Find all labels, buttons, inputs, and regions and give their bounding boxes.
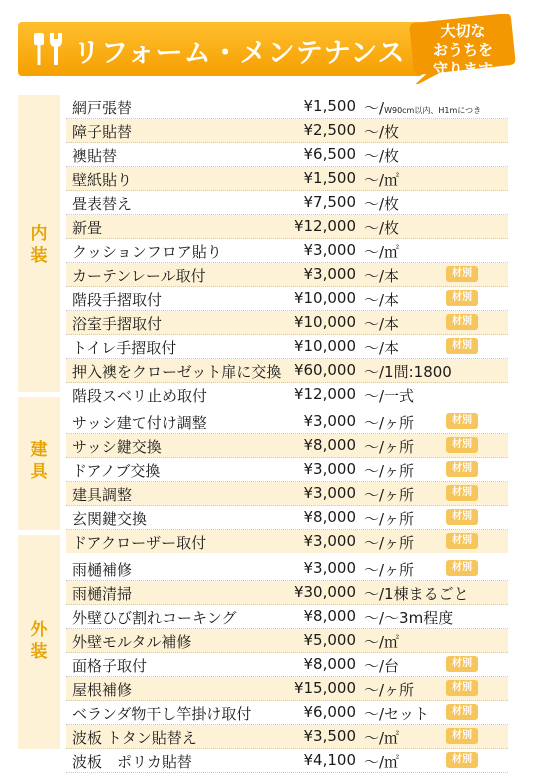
service-name: ベランダ物干し竿掛け取付 [72, 705, 252, 723]
tools-icon [30, 31, 66, 67]
service-unit [364, 460, 414, 481]
unit-text: ～/一式 [364, 387, 415, 405]
unit-text: ～/枚 [364, 195, 400, 213]
unit-text: ～/台 [364, 657, 400, 675]
service-unit [364, 385, 414, 406]
service-name: 新畳 [72, 219, 103, 237]
service-price: ¥2,500 [303, 121, 356, 139]
service-unit [364, 679, 414, 700]
price-row [66, 311, 508, 335]
badge-line-3: 守ります [432, 60, 493, 78]
service-price: ¥8,000 [303, 508, 356, 526]
material-badge: 材別 [446, 680, 478, 696]
service-name: ドアノブ交換 [72, 462, 161, 480]
header-banner [18, 22, 423, 76]
service-price: ¥3,000 [303, 412, 356, 430]
service-price: ¥60,000 [293, 361, 356, 379]
price-row [66, 749, 508, 773]
service-name: 浴室手摺取付 [72, 315, 163, 333]
service-unit [364, 169, 399, 190]
unit-text: ～/ヶ所 [364, 414, 415, 432]
service-unit [364, 631, 399, 652]
price-row [66, 653, 508, 677]
price-row [66, 482, 508, 506]
unit-text: ～/㎡ [364, 753, 400, 771]
price-row [66, 95, 508, 119]
category-exterior [18, 535, 60, 749]
service-price: ¥3,000 [303, 241, 356, 259]
unit-text: ～/㎡ [364, 243, 400, 261]
service-name: 外壁モルタル補修 [72, 633, 192, 651]
badge-line-1: 大切な [440, 22, 486, 40]
service-price: ¥12,000 [293, 217, 356, 235]
service-price: ¥3,000 [303, 265, 356, 283]
price-row [66, 191, 508, 215]
category-label-char: 内 [30, 224, 48, 244]
unit-text: ～/本 [364, 291, 400, 309]
service-unit [364, 361, 452, 382]
service-unit [364, 559, 414, 580]
service-unit [364, 508, 414, 529]
price-row [66, 287, 508, 311]
service-unit [364, 241, 399, 262]
service-unit [364, 337, 399, 358]
unit-text: ～/本 [364, 267, 400, 285]
material-badge: 材別 [446, 314, 478, 330]
unit-text: ～/ヶ所 [364, 438, 415, 456]
badge-line-2: おうちを [432, 41, 493, 59]
material-badge: 材別 [446, 461, 478, 477]
unit-text: ～/ヶ所 [364, 486, 415, 504]
unit-note: W90cm以内、H1mにつき [384, 106, 482, 115]
material-badge: 材別 [446, 533, 478, 549]
unit-text: ～/ヶ所 [364, 510, 415, 528]
service-unit [364, 703, 429, 724]
material-badge: 材別 [446, 266, 478, 282]
material-badge: 材別 [446, 338, 478, 354]
service-unit [364, 751, 399, 772]
price-row [66, 581, 508, 605]
unit-text: ～/㎡ [364, 633, 400, 651]
material-badge: 材別 [446, 413, 478, 429]
service-name: 雨樋清掃 [72, 585, 133, 603]
material-badge: 材別 [446, 560, 478, 576]
service-price: ¥10,000 [293, 289, 356, 307]
service-price: ¥8,000 [303, 655, 356, 673]
unit-text: ～/本 [364, 339, 400, 357]
category-fittings [18, 397, 60, 530]
category-label-char: 具 [30, 462, 48, 482]
service-name: ドアクローザー取付 [72, 534, 207, 552]
service-price: ¥1,500 [303, 97, 356, 115]
category-label-char: 装 [30, 642, 48, 662]
price-row [66, 530, 508, 554]
service-price: ¥15,000 [293, 679, 356, 697]
price-row [66, 458, 508, 482]
service-unit [364, 121, 399, 142]
service-name: 波板 トタン貼替え [72, 729, 197, 747]
unit-text: ～/㎡ [364, 171, 400, 189]
service-unit [364, 265, 399, 286]
service-price: ¥4,100 [303, 751, 356, 769]
service-name: サッシ建て付け調整 [72, 414, 207, 432]
service-unit [364, 412, 414, 433]
price-row [66, 119, 508, 143]
service-unit [364, 289, 399, 310]
unit-text: ～/枚 [364, 123, 400, 141]
service-price: ¥1,500 [303, 169, 356, 187]
unit-text: ～/ [364, 99, 385, 117]
unit-text: ～/㎡ [364, 729, 400, 747]
service-name: カーテンレール取付 [72, 267, 206, 285]
service-unit [364, 97, 481, 118]
service-unit [364, 217, 399, 238]
price-row [66, 725, 508, 749]
unit-text: ～/枚 [364, 147, 400, 165]
price-row [66, 143, 508, 167]
service-name: トイレ手摺取付 [72, 339, 177, 357]
service-name: 襖貼替 [72, 147, 118, 165]
category-label-char: 装 [30, 246, 48, 266]
service-price: ¥5,000 [303, 631, 356, 649]
service-name: 障子貼替 [72, 123, 133, 141]
price-row [66, 629, 508, 653]
service-unit [364, 484, 414, 505]
price-row [66, 167, 508, 191]
price-list [66, 95, 508, 773]
material-badge: 材別 [446, 437, 478, 453]
service-price: ¥7,500 [303, 193, 356, 211]
slogan-badge [404, 14, 522, 84]
service-price: ¥3,000 [303, 559, 356, 577]
service-unit [364, 145, 399, 166]
price-row [66, 677, 508, 701]
service-unit [364, 583, 469, 604]
category-label-char: 外 [30, 620, 48, 640]
service-price: ¥3,000 [303, 460, 356, 478]
service-price: ¥6,000 [303, 703, 356, 721]
service-price: ¥12,000 [293, 385, 356, 403]
service-unit [364, 532, 414, 553]
service-name: サッシ鍵交換 [72, 438, 162, 456]
service-name: 波板 ポリカ貼替 [72, 753, 192, 771]
price-row [66, 434, 508, 458]
price-row [66, 215, 508, 239]
price-row [66, 263, 508, 287]
service-name: 網戸張替 [72, 99, 133, 117]
service-price: ¥30,000 [293, 583, 356, 601]
service-price: ¥3,000 [303, 532, 356, 550]
unit-text: ～/枚 [364, 219, 400, 237]
material-badge: 材別 [446, 509, 478, 525]
service-unit [364, 313, 399, 334]
service-name: 屋根補修 [72, 681, 133, 699]
service-price: ¥10,000 [293, 313, 356, 331]
service-name: 外壁ひび割れコーキング [72, 609, 237, 627]
service-unit [364, 436, 414, 457]
material-badge: 材別 [446, 752, 478, 768]
price-row [66, 383, 508, 407]
service-price: ¥8,000 [303, 607, 356, 625]
service-unit [364, 727, 399, 748]
unit-text: ～/セット [364, 705, 430, 723]
unit-text: ～/1棟まるごと [364, 585, 469, 603]
price-row [66, 359, 508, 383]
material-badge: 材別 [446, 728, 478, 744]
page-title: リフォーム・メンテナンス [73, 38, 406, 69]
service-name: 玄関鍵交換 [72, 510, 148, 528]
material-badge: 材別 [446, 656, 478, 672]
category-label-char: 建 [30, 440, 48, 460]
price-row [66, 335, 508, 359]
service-price: ¥3,500 [303, 727, 356, 745]
service-price: ¥3,000 [303, 484, 356, 502]
service-unit [364, 655, 399, 676]
price-row [66, 701, 508, 725]
service-price: ¥6,500 [303, 145, 356, 163]
unit-text: ～/ヶ所 [364, 534, 415, 552]
unit-text: ～/ヶ所 [364, 462, 415, 480]
price-row [66, 410, 508, 434]
service-name: 面格子取付 [72, 657, 148, 675]
unit-text: ～/本 [364, 315, 400, 333]
unit-text: ～/ヶ所 [364, 681, 415, 699]
material-badge: 材別 [446, 704, 478, 720]
service-price: ¥8,000 [303, 436, 356, 454]
unit-text: ～/1間:1800 [364, 363, 452, 381]
price-row [66, 557, 508, 581]
service-name: 階段手摺取付 [72, 291, 163, 309]
material-badge: 材別 [446, 290, 478, 306]
unit-text: ～/ヶ所 [364, 561, 415, 579]
service-name: 畳表替え [72, 195, 133, 213]
price-row [66, 506, 508, 530]
service-name: 押入襖をクローゼット扉に交換 [72, 363, 282, 381]
unit-text: ～/～3m程度 [364, 609, 454, 627]
service-name: クッションフロア貼り [72, 243, 222, 261]
service-unit [364, 607, 453, 628]
price-row [66, 239, 508, 263]
service-name: 階段スベリ止め取付 [72, 387, 208, 405]
category-interior [18, 95, 60, 392]
service-name: 壁紙貼り [72, 171, 133, 189]
service-unit [364, 193, 399, 214]
material-badge: 材別 [446, 485, 478, 501]
service-price: ¥10,000 [293, 337, 356, 355]
price-row [66, 605, 508, 629]
service-name: 建具調整 [72, 486, 133, 504]
service-name: 雨樋補修 [72, 561, 133, 579]
